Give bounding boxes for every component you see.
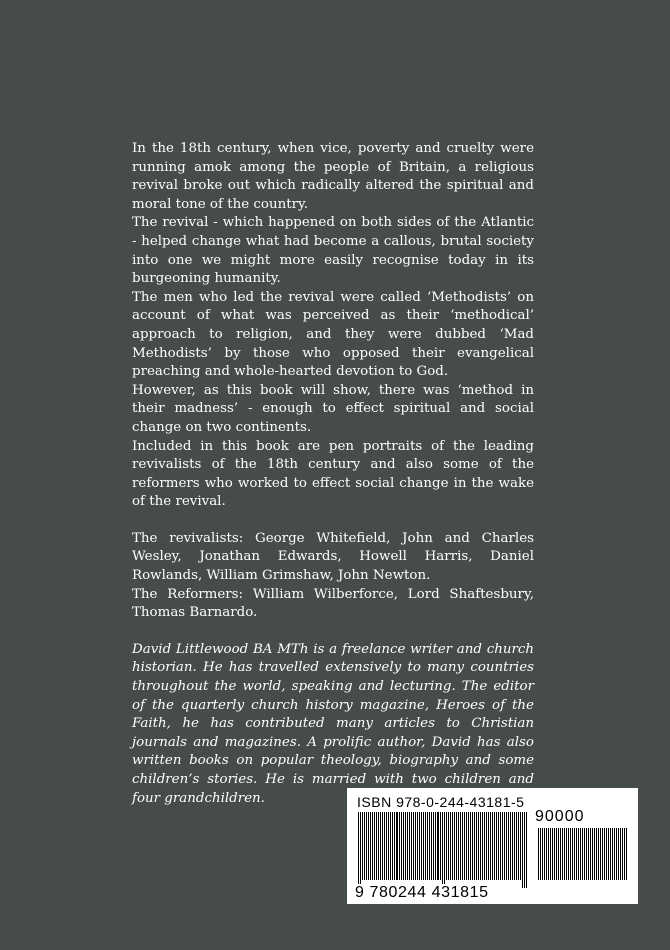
barcode-bar [566,828,567,880]
barcode-bar [502,812,503,880]
barcode-bar [386,812,387,880]
barcode-bar [548,828,549,880]
barcode-bar [358,812,359,888]
barcode-bar [544,828,545,880]
revivalists-list: The revivalists: George Whitefield, John and Charles Wesley, Jonathan Edwards, Howell Harris, Daniel Rowlands, William Grimshaw, John Newton. [132,530,534,584]
barcode-bar [496,812,497,880]
barcode-bar [584,828,585,880]
barcode-bar [437,812,439,880]
barcode-bar [456,812,457,880]
barcode-bar [586,828,587,880]
blurb-paragraph-1: In the 18th century, when vice, poverty and cruelty were running amok among the people of Britain, a religious revival broke out which radically altered the spiritual and moral tone of the country. [132,141,534,212]
barcode-bar [368,812,369,880]
barcode-bar [409,812,410,880]
barcode-bar [392,812,393,880]
barcode-bar [604,828,605,880]
barcode-bar [429,812,430,880]
isbn-barcode [347,788,638,904]
barcode-bar [568,828,569,880]
barcode-bar [388,812,389,880]
barcode-bar [526,812,527,888]
barcode-bar [618,828,619,880]
barcode-bar [411,812,412,880]
barcode-bar [578,828,579,880]
barcode-bar [482,812,483,880]
blurb-paragraph-3: The men who led the revival were called ‘Methodists’ on account of what was perceived as their ‘methodical’ approach to religion, and they were dubbed ‘Mad Methodists’ by those who opposed their evangelical preaching and whole-hearted devotion to God. [132,289,534,380]
barcode-bar [592,828,593,880]
barcode-bar [384,812,385,880]
barcode-bar [516,812,517,880]
price-barcode-bars [537,828,629,888]
barcode-bar [484,812,485,880]
barcode-bar [425,812,426,880]
barcode-bar [415,812,416,880]
barcode-bar [590,828,591,880]
barcode-bar [362,812,363,880]
barcode-bar [556,828,557,880]
barcode-bar [624,828,625,880]
barcode-bar [364,812,365,880]
barcode-bar [540,828,541,880]
barcode-bar [405,812,406,880]
barcode-bar [419,812,420,880]
barcode-bar [374,812,375,880]
barcode-bar [494,812,495,880]
barcode-bar [370,812,371,880]
barcode-bar [399,812,400,880]
reformers-list: The Reformers: William Wilberforce, Lord Shaftesbury, Thomas Barnardo. [132,586,534,621]
barcode-bar [550,828,551,880]
barcode-bar [382,812,383,880]
barcode-bar [612,828,613,880]
barcode-bar [588,828,589,880]
barcode-bar [598,828,599,880]
barcode-bar [558,828,559,880]
barcode-bar [480,812,481,880]
barcode-bar [440,812,441,880]
barcode-bar [421,812,422,880]
barcode-bar [570,828,571,880]
barcode-bar [608,828,609,880]
barcode-bar [490,812,491,880]
barcode-bar [538,828,539,880]
barcode-bar [478,812,479,880]
barcode-bar [498,812,499,880]
author-bio: David Littlewood BA MTh is a freelance writer and church historian. He has travelled extensively to many countries throughout the world, speaking and lecturing. The editor of the quarterly church history magazine, Heroes of the Faith, he has contributed many articles to Christian journals and magazines. A prolific author, David has also written books on popular theology, biography and some children’s stories. He is married with two children and four grandchildren. [132,641,534,806]
barcode-bar [464,812,465,880]
barcode-bar [431,812,432,880]
barcode-bar [574,828,575,880]
barcode-bar [504,812,505,880]
barcode-bar [610,828,611,880]
barcode-bar [620,828,621,880]
barcode-bar [390,812,391,880]
barcode-bar [376,812,377,880]
barcode-bar [518,812,519,880]
barcode-bar [488,812,489,880]
barcode-bar [458,812,459,880]
barcode-bar [514,812,515,880]
barcode-bar [407,812,408,880]
barcode-bar [403,812,404,880]
back-cover-text [132,140,534,808]
blurb-paragraph-5: Included in this book are pen portraits of the leading revivalists of the 18th century and also some of the reformers who worked to effect social change in the wake of the revival. [132,438,534,510]
barcode-bar [472,812,473,880]
barcode-bar [394,812,395,880]
barcode-bar [462,812,463,880]
barcode-bar [378,812,379,880]
barcode-bar [600,828,601,880]
barcode-bar [360,812,361,888]
barcode-bar [602,828,603,880]
barcode-bar [417,812,418,880]
barcode-bar [460,812,461,880]
barcode-bar [492,812,493,880]
barcode-bar [500,812,501,880]
blurb-paragraph-4: However, as this book will show, there was ‘method in their madness’ - enough to effect spiritual and social change on two continents. [132,382,534,435]
isbn-label: ISBN 978-0-244-43181-5 [357,794,525,810]
barcode-bar [452,812,453,880]
barcode-bar [470,812,471,880]
barcode-bar [435,812,436,880]
barcode-bar [614,828,615,880]
barcode-bar [522,812,523,888]
barcode-bar [606,828,607,880]
barcode-bar [596,828,597,880]
blurb-paragraph-2: The revival - which happened on both sides of the Atlantic - helped change what had become a callous, brutal society into one we might more easily recognise today in its burgeoning humanity. [132,215,534,287]
barcode-bar [512,812,513,880]
barcode-bar [546,828,547,880]
barcode-bar [454,812,455,880]
barcode-bar [448,812,449,880]
barcode-bar [560,828,561,880]
barcode-bar [433,812,434,880]
barcode-bar [380,812,381,880]
barcode-bar [580,828,581,880]
barcode-bar [446,812,447,880]
barcode-bar [474,812,475,880]
barcode-bar [542,828,543,880]
barcode-bar [468,812,469,880]
barcode-bar [564,828,565,880]
barcode-bar [626,828,627,880]
barcode-bar [508,812,509,880]
barcode-bar [476,812,477,880]
barcode-bar [444,812,445,888]
barcode-bar [450,812,451,880]
barcode-bar [442,812,443,888]
barcode-bar [616,828,617,880]
barcode-bar [520,812,521,880]
barcode-bar [562,828,563,880]
barcode-bar [594,828,595,880]
barcode-bar [466,812,467,880]
barcode-bar [576,828,577,880]
barcode-bar [506,812,507,880]
ean-barcode-bars [357,812,529,888]
spacer [132,623,534,641]
barcode-bar [401,812,402,880]
price-code: 90000 [535,808,585,825]
barcode-bar [423,812,424,880]
barcode-bar [554,828,555,880]
barcode-bar [486,812,487,880]
barcode-bar [413,812,414,880]
barcode-bar [372,812,373,880]
barcode-bar [366,812,367,880]
spacer [132,512,534,530]
barcode-bar [552,828,553,880]
barcode-bar [572,828,573,880]
barcode-bar [396,812,398,880]
barcode-bar [427,812,428,880]
barcode-bar [510,812,511,880]
barcode-bar [582,828,583,880]
barcode-bar [622,828,623,880]
barcode-bar [524,812,525,888]
ean-digits: 9 780244 431815 [355,884,489,901]
